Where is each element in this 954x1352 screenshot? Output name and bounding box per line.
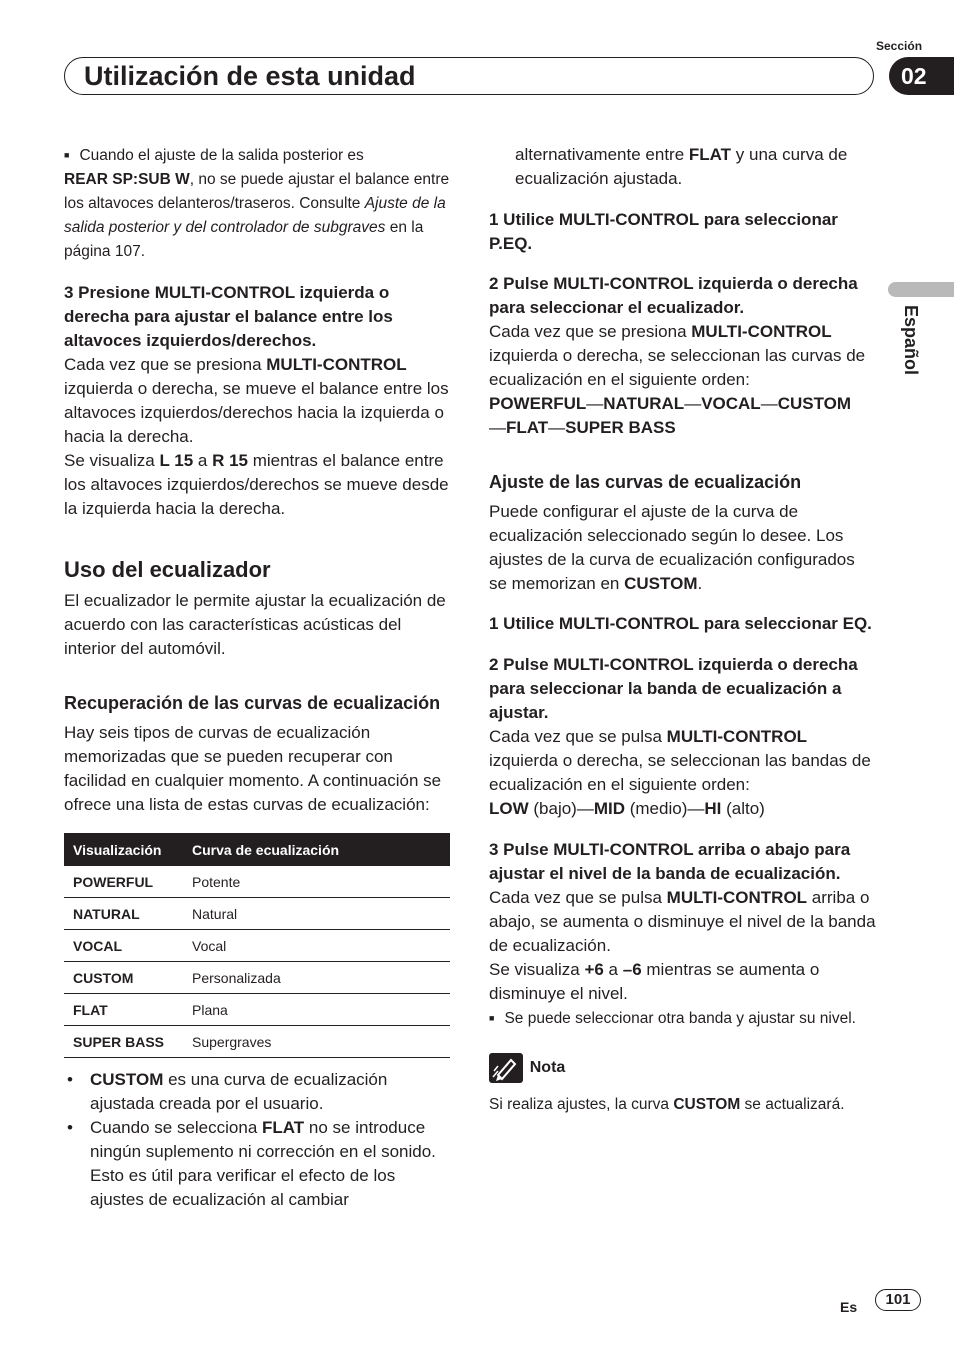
right-column <box>489 143 877 1117</box>
language-tab-label: Español <box>901 305 921 376</box>
eq-notes-list <box>64 1068 451 1212</box>
adjust-curves-subtitle: Ajuste de las curvas de ecualización <box>489 472 802 492</box>
adjust-step3-description: Cada vez que se pulsa MULTI-CONTROL arriba o abajo, se aumenta o disminuye el nivel de la banda de ecualización. <box>489 888 876 955</box>
left-column <box>64 143 451 1212</box>
adjust-step3-range: Se visualiza +6 a –6 mientras se aumenta o disminuye el nivel. <box>489 960 820 1003</box>
recall-curves-subtitle: Recuperación de las curvas de ecualización <box>64 693 441 713</box>
table-row <box>64 962 450 994</box>
table-cell-display: FLAT <box>64 994 183 1026</box>
table-row <box>64 930 450 962</box>
table-cell-curve: Vocal <box>183 930 450 962</box>
table-cell-curve: Natural <box>183 898 450 930</box>
step2-description: Cada vez que se presiona MULTI-CONTROL izquierda o derecha, se seleccionan las curvas de ecualización en el siguiente orden: <box>489 322 866 389</box>
equalizer-section-intro: El ecualizador le permite ajustar la ecualización de acuerdo con las características acústicas del interior del automóvil. <box>64 591 446 658</box>
table-row <box>64 994 450 1026</box>
section-label: Sección <box>876 39 923 53</box>
page-number: 101 <box>875 1289 921 1311</box>
column-header-curve: Curva de ecualización <box>183 833 450 866</box>
list-item: • Cuando se selecciona FLAT no se introduce ningún suplemento ni corrección en el sonido. Esto es útil para verificar el efecto de los ajustes de ecualización al cambiar <box>64 1116 451 1212</box>
table-row <box>64 1026 450 1058</box>
list-item: • CUSTOM es una curva de ecualización ajustada creada por el usuario. <box>64 1068 451 1116</box>
table-cell-curve: Potente <box>183 866 450 898</box>
recall-curves-intro: Hay seis tipos de curvas de ecualización memorizadas que se pueden recuperar con facilidad en cualquier momento. A continuación se ofrece una lista de estas curvas de ecualización: <box>64 723 442 814</box>
adjust-step2-heading: 2 Pulse MULTI-CONTROL izquierda o derecha para seleccionar la banda de ecualización a ajustar. <box>489 655 858 722</box>
table-cell-display: POWERFUL <box>64 866 183 898</box>
table-cell-curve: Plana <box>183 994 450 1026</box>
nota-text: Si realiza ajustes, la curva CUSTOM se actualizará. <box>489 1096 845 1113</box>
note-pencil-icon <box>489 1053 523 1083</box>
adjust-step2-description: Cada vez que se pulsa MULTI-CONTROL izquierda o derecha, se seleccionan las bandas de ecualización en el siguiente orden: <box>489 727 871 794</box>
cross-reference-link[interactable]: Ajuste de la salida posterior y del controlador de subgraves <box>64 195 446 236</box>
step3-range-description: Se visualiza L 15 a R 15 mientras el balance entre los altavoces izquierdos/derechos se mueve desde la izquierda hacia la derecha. <box>64 451 449 518</box>
table-row <box>64 866 450 898</box>
step1-heading: 1 Utilice MULTI-CONTROL para seleccionar P.EQ. <box>489 210 838 253</box>
continued-text: alternativamente entre FLAT y una curva de ecualización ajustada. <box>515 145 848 188</box>
adjust-step1-heading: 1 Utilice MULTI-CONTROL para seleccionar EQ. <box>489 614 872 633</box>
step3-description: Cada vez que se presiona MULTI-CONTROL izquierda o derecha, se mueve el balance entre los altavoces izquierdos/derechos hacia la izquierda o hacia la derecha. <box>64 355 449 446</box>
table-cell-display: NATURAL <box>64 898 183 930</box>
step3-heading: 3 Presione MULTI-CONTROL izquierda o derecha para ajustar el balance entre los altavoces izquierdos/derechos. <box>64 283 393 350</box>
section-number-badge: 02 <box>889 57 954 95</box>
adjust-step3-heading: 3 Pulse MULTI-CONTROL arriba o abajo para ajustar el nivel de la banda de ecualización. <box>489 840 851 883</box>
eq-order-sequence: POWERFUL—NATURAL—VOCAL—CUSTOM —FLAT—SUPER BASS <box>489 394 852 437</box>
table-row <box>64 898 450 930</box>
band-order-sequence: LOW (bajo)—MID (medio)—HI (alto) <box>489 799 765 818</box>
nota-heading: Nota <box>489 1051 877 1083</box>
language-tab-marker <box>888 282 954 297</box>
equalizer-section-title: Uso del ecualizador <box>64 557 271 582</box>
table-cell-display: VOCAL <box>64 930 183 962</box>
table-cell-curve: Supergraves <box>183 1026 450 1058</box>
square-bullet-icon: ■ <box>489 1013 495 1023</box>
step2-heading: 2 Pulse MULTI-CONTROL izquierda o derecha para seleccionar el ecualizador. <box>489 274 858 317</box>
eq-curves-table <box>64 833 450 1058</box>
table-cell-curve: Personalizada <box>183 962 450 994</box>
table-header-row <box>64 833 450 866</box>
adjust-step3-note: ■ Se puede seleccionar otra banda y ajustar su nivel. <box>489 1010 856 1027</box>
page-title: Utilización de esta unidad <box>84 61 416 91</box>
square-bullet-icon: ■ <box>64 150 70 160</box>
rear-output-note: ■ Cuando el ajuste de la salida posterior es REAR SP:SUB W, no se puede ajustar el balance entre los altavoces delanteros/traseros. Consulte Ajuste de la salida posterior y del controlador de subgraves en la página 107. <box>64 147 450 260</box>
column-header-display: Visualización <box>64 833 183 866</box>
footer-language-code: Es <box>840 1299 858 1315</box>
adjust-curves-intro: Puede configurar el ajuste de la curva de ecualización seleccionado según lo desee. Los ajustes de la curva de ecualización configurados se memorizan en CUSTOM. <box>489 502 855 593</box>
table-cell-display: CUSTOM <box>64 962 183 994</box>
table-cell-display: SUPER BASS <box>64 1026 183 1058</box>
